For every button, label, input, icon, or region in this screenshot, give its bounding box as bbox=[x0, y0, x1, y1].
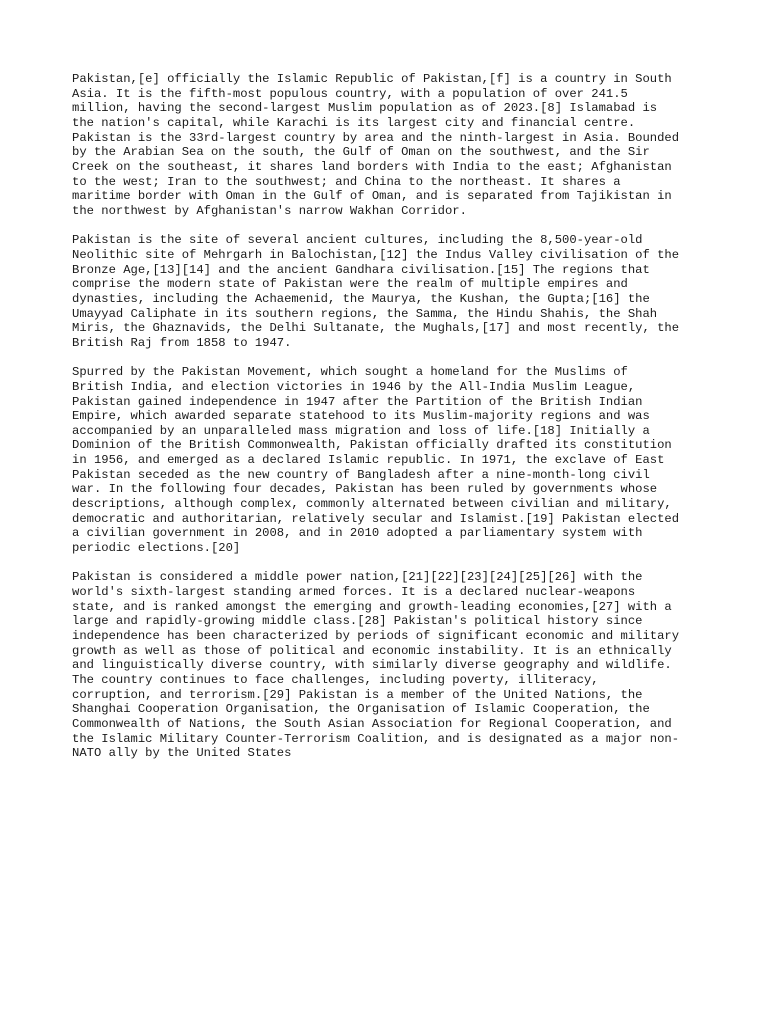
paragraph-intro: Pakistan,[e] officially the Islamic Republic of Pakistan,[f] is a country in South Asia. It is the fifth-most populous country, with a population of over 241.5 million, having the second-largest Muslim population as of 2023.[8] Islamabad is the nation's capital, while Karachi is its largest city and financial centre. Pakistan is the 33rd-largest country by area and the ninth-largest in Asia. Bounded by the Arabian Sea on the south, the Gulf of Oman on the southwest, and the Sir Creek on the southeast, it shares land borders with India to the east; Afghanistan to the west; Iran to the southwest; and China to the northeast. It shares a maritime border with Oman in the Gulf of Oman, and is separated from Tajikistan in the northwest by Afghanistan's narrow Wakhan Corridor. bbox=[72, 72, 680, 218]
paragraph-ancient-history: Pakistan is the site of several ancient cultures, including the 8,500-year-old Neolithic site of Mehrgarh in Balochistan,[12] the Indus Valley civilisation of the Bronze Age,[13][14] and the ancient Gandhara civilisation.[15] The regions that comprise the modern state of Pakistan were the realm of multiple empires and dynasties, including the Achaemenid, the Maurya, the Kushan, the Gupta;[16] the Umayyad Caliphate in its southern regions, the Samma, the Hindu Shahis, the Shah Miris, the Ghaznavids, the Delhi Sultanate, the Mughals,[17] and most recently, the British Raj from 1858 to 1947. bbox=[72, 233, 680, 350]
paragraph-independence: Spurred by the Pakistan Movement, which sought a homeland for the Muslims of British India, and election victories in 1946 by the All-India Muslim League, Pakistan gained independence in 1947 after the Partition of the British Indian Empire, which awarded separate statehood to its Muslim-majority regions and was accompanied by an unparalleled mass migration and loss of life.[18] Initially a Dominion of the British Commonwealth, Pakistan officially drafted its constitution in 1956, and emerged as a declared Islamic republic. In 1971, the exclave of East Pakistan seceded as the new country of Bangladesh after a nine-month-long civil war. In the following four decades, Pakistan has been ruled by governments whose descriptions, although complex, commonly alternated between civilian and military, democratic and authoritarian, relatively secular and Islamist.[19] Pakistan elected a civilian government in 2008, and in 2010 adopted a parliamentary system with periodic elections.[20] bbox=[72, 365, 680, 556]
document-body bbox=[72, 72, 702, 776]
paragraph-modern-status: Pakistan is considered a middle power nation,[21][22][23][24][25][26] with the world's sixth-largest standing armed forces. It is a declared nuclear-weapons state, and is ranked amongst the emerging and growth-leading economies,[27] with a large and rapidly-growing middle class.[28] Pakistan's political history since independence has been characterized by periods of significant economic and military growth as well as those of political and economic instability. It is an ethnically and linguistically diverse country, with similarly diverse geography and wildlife. The country continues to face challenges, including poverty, illiteracy, corruption, and terrorism.[29] Pakistan is a member of the United Nations, the Shanghai Cooperation Organisation, the Organisation of Islamic Cooperation, the Commonwealth of Nations, the South Asian Association for Regional Cooperation, and the Islamic Military Counter-Terrorism Coalition, and is designated as a major non- NATO ally by the United States bbox=[72, 570, 680, 761]
